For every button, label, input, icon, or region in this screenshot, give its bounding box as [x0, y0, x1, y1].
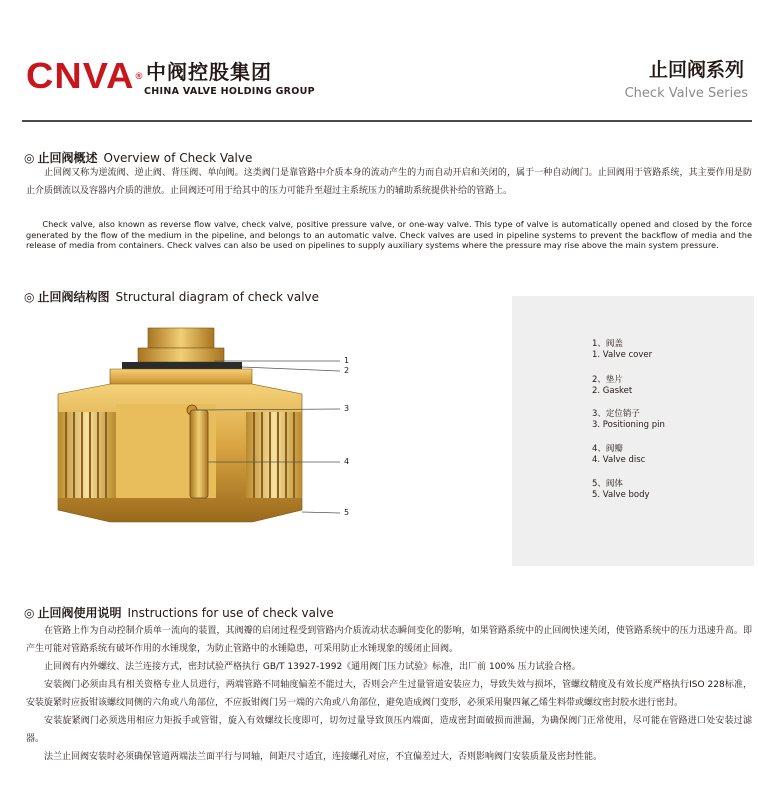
- callout-5: 5: [344, 508, 350, 517]
- header-divider: [22, 120, 752, 122]
- valve-disc: [190, 410, 208, 498]
- series-title-en: Check Valve Series: [624, 86, 748, 101]
- company-name-cn: 中阀控股集团: [146, 60, 272, 84]
- legend-item: 1、阀盖 1. Valve cover: [592, 339, 653, 360]
- instructions-body: [26, 622, 752, 766]
- bullet-icon: ◎: [24, 290, 35, 304]
- legend-item: 3、定位销子 3. Positioning pin: [592, 409, 665, 430]
- legend-item: 5、阀体 5. Valve body: [592, 479, 650, 500]
- legend-item: 4、阀瓣 4. Valve disc: [592, 444, 646, 465]
- valve-cover: [138, 328, 224, 362]
- bullet-icon: ◎: [24, 606, 35, 620]
- callout-2: 2: [344, 366, 350, 375]
- callout-4: 4: [344, 457, 350, 466]
- overview-paragraph-en: Check valve, also known as reverse flow valve, check valve, positive pressure valve, or one-way valve. This type of valve is automatically opened and closed by the force generated by the flow of the medium in the pipeline, and belongs to an automatic valve. Check valves are used in pipeline systems to prevent the backflow of media and the release of media from containers. Check valves can also be used on pipelines to supply auxiliary systems where the pressure may rise above the main system pressure.: [26, 219, 752, 251]
- bullet-icon: ◎: [24, 151, 35, 165]
- gasket: [122, 362, 242, 369]
- company-name-en: CHINA VALVE HOLDING GROUP: [144, 86, 315, 97]
- instructions-paragraph: 安装旋紧阀门必须选用相应力矩扳手或管钳，旋入有效螺纹长度即可，切勿过量导致顶压内端面，造成密封面破损而泄漏，为确保阀门正常使用，尽可能在管路进口处安装过滤器。: [26, 716, 752, 744]
- instructions-paragraph: 安装阀门必须由具有相关资格专业人员进行，两端管路不同轴度偏差不能过大，否则会产生过量管道安装应力，导致失效与损坏，管螺纹精度及有效长度严格执行ISO 228标准，安装旋紧时应扳钳该螺纹同侧的六角或八角部位，不应扳钳阀门另一端的六角或八角部位，避免造成阀门变形，必须采用聚四氟乙烯生料带或螺纹密封胶水进行密封。: [26, 680, 752, 708]
- overview-paragraph-cn: 止回阀又称为逆流阀、逆止阀、背压阀、单向阀。这类阀门是靠管路中介质本身的流动产生的力而自动开启和关闭的，属于一种自动阀门。止回阀用于管路系统，其主要作用是防止介质倒流以及容器内介质的泄放。止回阀还可用于给其中的压力可能升至超过主系统压力的辅助系统提供补给的管路上。: [26, 168, 752, 196]
- series-title-cn: 止回阀系列: [648, 59, 744, 81]
- callout-3: 3: [344, 404, 350, 413]
- overview-heading: ◎ 止回阀概述 Overview of Check Valve: [24, 151, 253, 165]
- instructions-heading: ◎ 止回阀使用说明 Instructions for use of check valve: [24, 606, 334, 620]
- instructions-paragraph: 在管路上作为自动控制介质单一流向的装置，其阀瓣的启闭过程受到管路内介质流动状态瞬间变化的影响，如果管路系统中的止回阀快速关闭，使管路系统中的压力迅速升高。即产生可能对管路系统有破坏作用的水锤现象，为防止管路中的水锤隐患，可采用防止水锤现象的缓闭止回阀。: [26, 626, 752, 654]
- check-valve-diagram: [40, 312, 370, 552]
- instructions-paragraph: 止回阀有内外螺纹、法兰连接方式，密封试验严格执行 GB/T 13927-1992《通用阀门压力试验》标准，出厂前 100% 压力试验合格。: [44, 662, 581, 672]
- callout-1: 1: [344, 356, 350, 365]
- structure-heading: ◎ 止回阀结构图 Structural diagram of check valve: [24, 290, 320, 304]
- valve-body: [58, 384, 302, 522]
- legend-item: 2、垫片 2. Gasket: [592, 375, 633, 396]
- instructions-paragraph: 法兰止回阀安装时必须确保管道两端法兰面平行与同轴，间距尺寸适宜，连接螺孔对应，不宜偏差过大，否则影响阀门安装质量及密封性能。: [44, 752, 603, 762]
- brand-logo: CNVA®: [26, 55, 144, 96]
- parts-legend-panel: [512, 296, 754, 566]
